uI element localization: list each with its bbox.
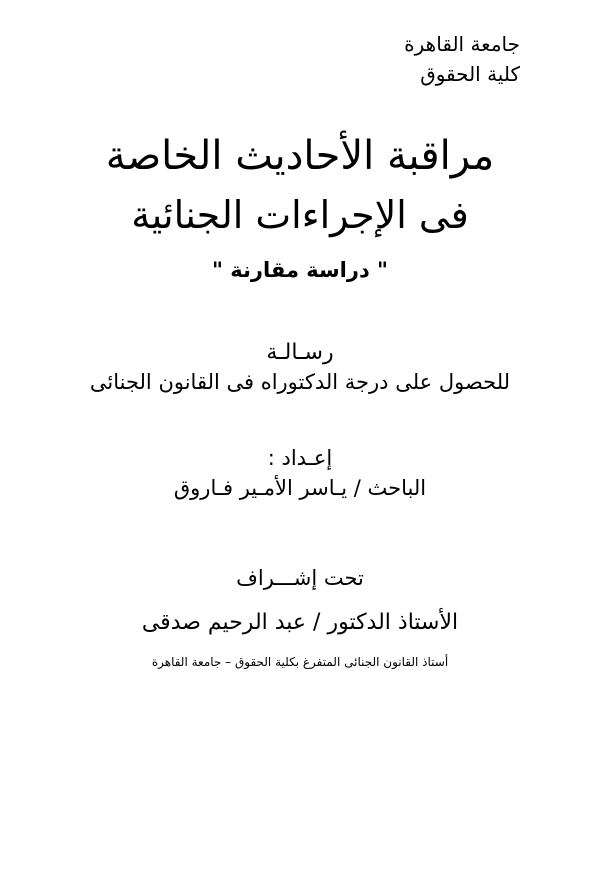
thesis-label: رسـالـة [266, 340, 334, 365]
prepared-by-label: إعـداد : [267, 446, 333, 470]
supervisor-title: أستاذ القانون الجنائى المتفرغ بكلية الحقوق – جامعة القاهرة [151, 655, 449, 669]
supervisor-name: الأستاذ الدكتور / عبد الرحيم صدقى [141, 610, 459, 635]
faculty-name: كلية الحقوق [420, 62, 520, 86]
thesis-title-line-2: فى الإجراءات الجنائية [131, 193, 469, 237]
degree-description: للحصول على درجة الدكتوراه فى القانون الجنائى [89, 370, 511, 394]
thesis-subtitle: " دراسة مقارنة " [212, 258, 388, 282]
supervision-label: تحت إشـــراف [236, 566, 364, 590]
thesis-title-line-1: مراقبة الأحاديث الخاصة [105, 133, 495, 179]
author-name: الباحث / يـاسر الأمـير فـاروق [173, 476, 427, 500]
university-name: جامعة القاهرة [404, 32, 520, 56]
